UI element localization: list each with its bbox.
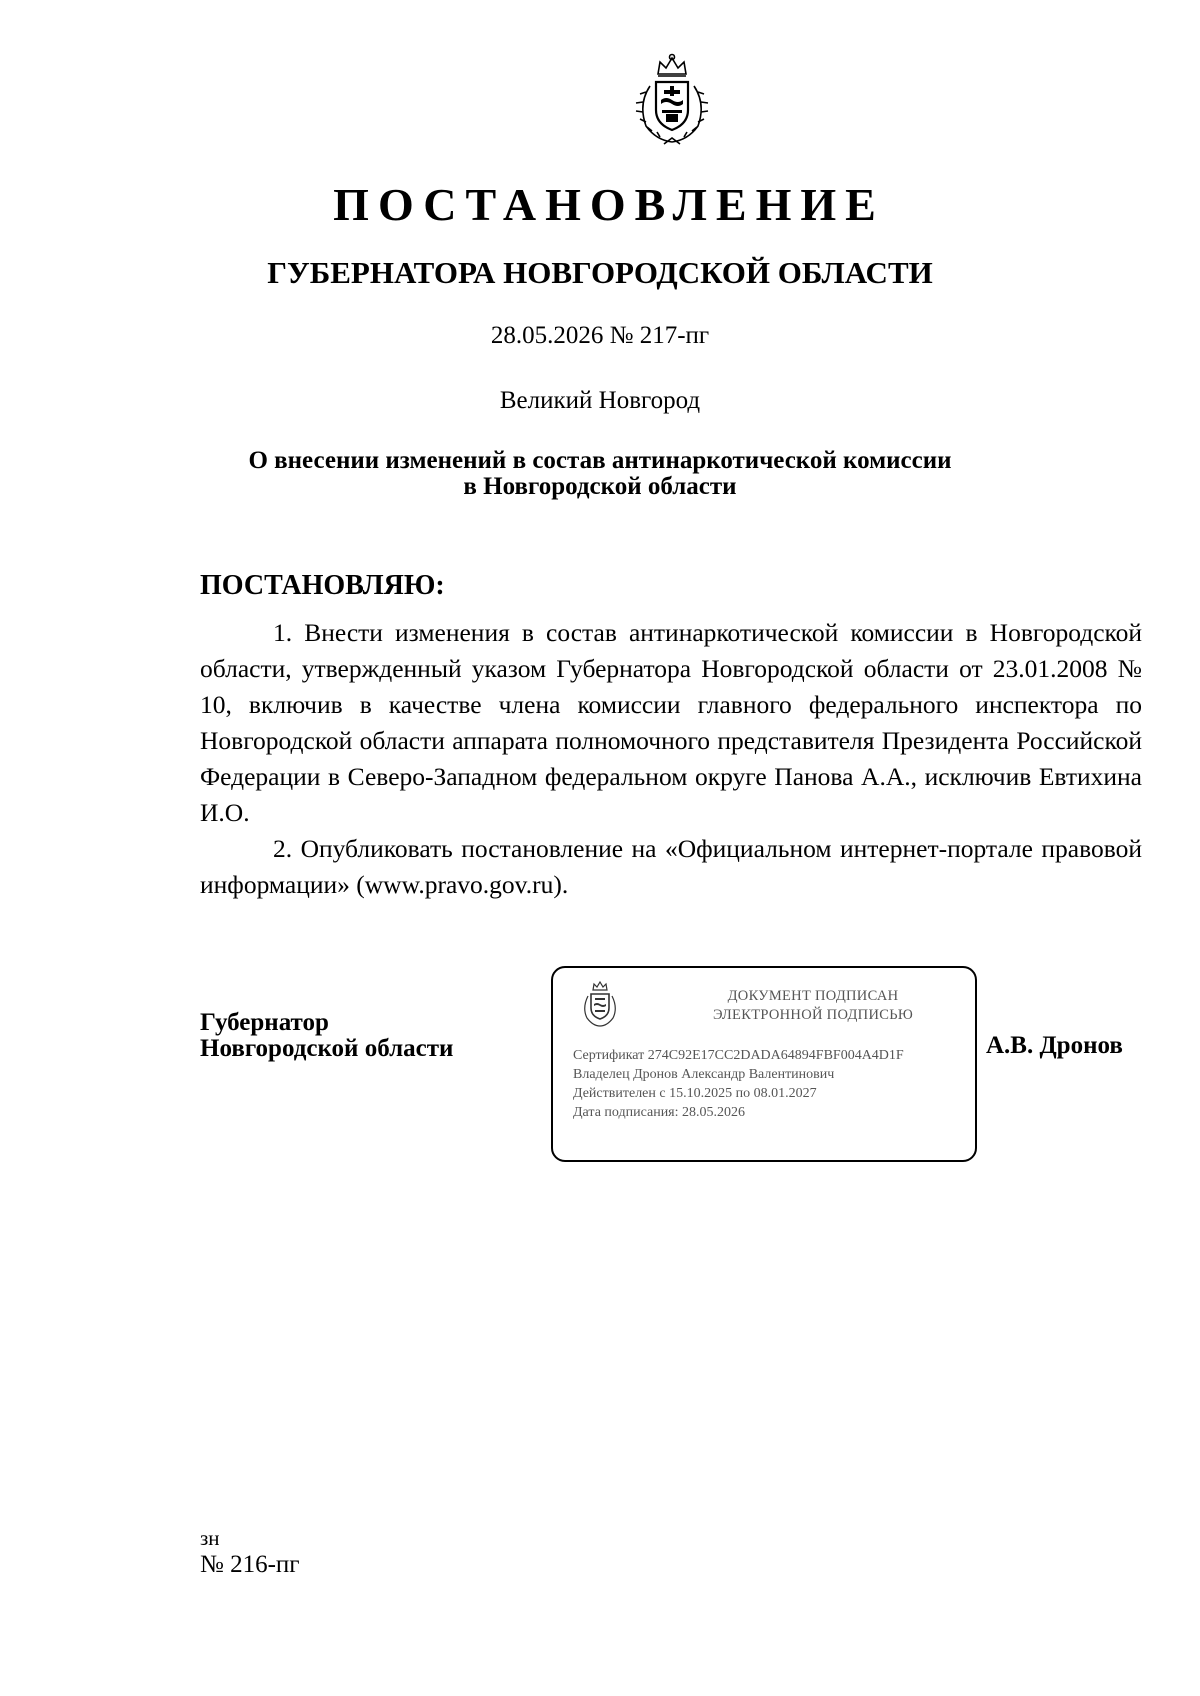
document-type-title: ПОСТАНОВЛЕНИЕ xyxy=(333,179,885,230)
coat-of-arms-icon xyxy=(628,52,716,152)
document-date-number: 28.05.2026 № 217-пг xyxy=(490,322,710,349)
document-subject xyxy=(0,448,1200,500)
stamp-details xyxy=(573,1046,904,1122)
signer-position-line-1: Губернатор xyxy=(200,1009,329,1036)
signer-position xyxy=(200,1010,453,1062)
stamp-header-line-2: ЭЛЕКТРОННОЙ ПОДПИСЬЮ xyxy=(712,1007,914,1023)
paragraph-1: 1. Внести изменения в состав антинаркотической комиссии в Новгородской области, утвержденный указом Губернатора Новгородской области от 23.01.2008 № 10, включив в качестве члена комиссии главного федерального инспектора по Новгородской области аппарата полномочного представителя Президента Российской Федерации в Северо-Западном федеральном округе Панова А.А., исключив Евтихина И.О. xyxy=(200,618,1142,827)
stamp-header xyxy=(663,987,963,1025)
stamp-certificate: Сертификат 274C92E17CC2DADA64894FBF004A4D1F xyxy=(573,1048,904,1063)
subject-line-1: О внесении изменений в состав антинаркотической комиссии xyxy=(248,447,952,474)
issuing-authority: ГУБЕРНАТОРА НОВГОРОДСКОЙ ОБЛАСТИ xyxy=(267,255,933,290)
document-body xyxy=(200,615,1142,903)
signer-name: А.В. Дронов xyxy=(986,1032,1123,1059)
paragraph-2: 2. Опубликовать постановление на «Официальном интернет-портале правовой информации» (www.pravo.gov.ru). xyxy=(200,834,1142,899)
subject-line-2: в Новгородской области xyxy=(463,473,737,500)
issue-place: Великий Новгород xyxy=(499,387,701,414)
signer-position-line-2: Новгородской области xyxy=(200,1035,454,1062)
stamp-header-line-1: ДОКУМЕНТ ПОДПИСАН xyxy=(727,988,899,1004)
stamp-sign-date: Дата подписания: 28.05.2026 xyxy=(573,1105,746,1120)
footer-number: № 216-пг xyxy=(200,1551,300,1578)
stamp-validity: Действителен с 15.10.2025 по 08.01.2027 xyxy=(573,1086,817,1101)
stamp-coat-of-arms-icon xyxy=(579,980,621,1030)
resolve-heading: ПОСТАНОВЛЯЮ: xyxy=(200,570,445,601)
electronic-signature-stamp xyxy=(551,966,977,1162)
stamp-owner: Владелец Дронов Александр Валентинович xyxy=(573,1067,835,1082)
footer-code: зн xyxy=(200,1526,220,1550)
